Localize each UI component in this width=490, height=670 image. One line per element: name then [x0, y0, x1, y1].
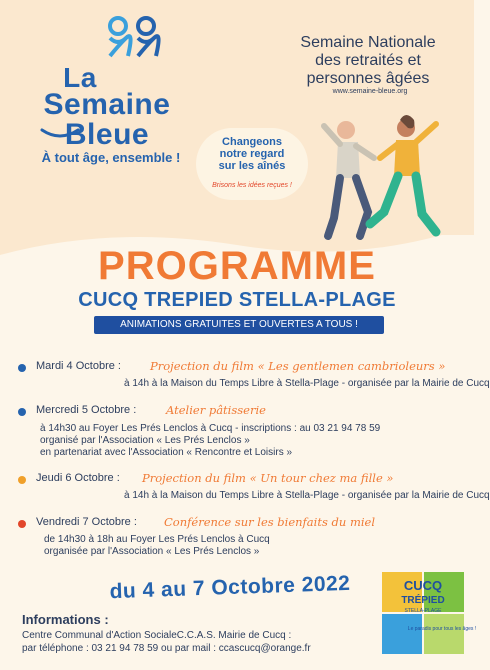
logo-smile-icon — [40, 128, 80, 140]
event-detail: à 14h à la Maison du Temps Libre à Stella-Plage - organisée par la Mairie de Cucq — [124, 378, 490, 389]
event-day: Vendredi 7 Octobre : — [36, 516, 137, 528]
logo-word-bleue: Bleue — [64, 118, 150, 151]
event-item-friday — [18, 516, 468, 560]
dancing-couple-illustration — [310, 108, 450, 248]
programme-city: CUCQ TREPIED STELLA-PLAGE — [78, 289, 396, 311]
slogan-line: sur les aînés — [218, 160, 286, 172]
event-day: Mardi 4 Octobre : — [36, 360, 121, 372]
slogan-subtitle: Brisons les idées reçues ! — [212, 182, 292, 189]
event-item-thursday — [18, 471, 490, 502]
event-detail: organisé par l'Association « Les Prés Lenclos » — [40, 435, 250, 446]
programme-title: PROGRAMME — [98, 244, 376, 288]
event-activity: Atelier pâtisserie — [166, 403, 266, 417]
event-title — [270, 34, 466, 88]
info-title: Informations : — [22, 612, 109, 627]
event-activity: Projection du film « Un tour chez ma fille » — [142, 471, 394, 485]
badge-caption: Le paradis pour tous les âges ! — [407, 626, 477, 632]
bullet-dot-icon — [18, 520, 26, 528]
event-item-wednesday — [18, 404, 468, 464]
logo-word-semaine: Semaine — [43, 88, 171, 121]
badge-line: STELLA-PLAGE — [404, 608, 442, 614]
bullet-dot-icon — [18, 408, 26, 416]
event-detail: à 14h30 au Foyer Les Prés Lenclos à Cucq - inscriptions : au 03 21 94 78 59 — [40, 423, 381, 434]
bullet-dot-icon — [18, 476, 26, 484]
badge-line: TRÉPIED — [401, 595, 445, 606]
event-detail: de 14h30 à 18h au Foyer Les Prés Lenclos à Cucq — [44, 534, 270, 545]
bullet-dot-icon — [18, 364, 26, 372]
cucq-trepied-stella-badge — [380, 570, 477, 656]
free-activities-banner: ANIMATIONS GRATUITES ET OUVERTES A TOUS ! — [94, 316, 384, 334]
slogan-line: Changeons — [222, 136, 282, 148]
info-line: Centre Communal d'Action SocialeC.C.A.S. Mairie de Cucq : — [22, 630, 292, 641]
info-contact[interactable]: par téléphone : 03 21 94 78 59 ou par mail : ccascucq@orange.fr — [22, 643, 311, 654]
event-day: Mercredi 5 Octobre : — [36, 404, 137, 416]
badge-line: CUCQ — [403, 578, 443, 593]
event-activity: Conférence sur les bienfaits du miel — [164, 515, 376, 529]
slogan — [196, 136, 308, 172]
event-activity: Projection du film « Les gentlemen cambrioleurs » — [150, 359, 446, 373]
event-detail: organisée par l'Association « Les Prés Lenclos » — [44, 546, 260, 557]
event-day: Jeudi 6 Octobre : — [36, 472, 120, 484]
event-title-line: personnes âgées — [306, 70, 430, 87]
logo-word-la: La — [63, 62, 97, 93]
event-title-line: des retraités et — [315, 52, 421, 69]
logo-figures-icon — [98, 16, 168, 66]
slogan-line: notre regard — [219, 148, 285, 160]
event-title-line: Semaine Nationale — [300, 34, 436, 51]
event-dates: du 4 au 7 Octobre 2022 — [109, 571, 351, 604]
website-link[interactable]: www.semaine-bleue.org — [332, 88, 408, 95]
logo-tagline: À tout âge, ensemble ! — [41, 150, 181, 165]
event-item-tuesday — [18, 359, 490, 390]
event-detail: à 14h à la Maison du Temps Libre à Stella-Plage - organisée par la Mairie de Cucq — [124, 490, 490, 501]
event-detail: en partenariat avec l'Association « Rencontre et Loisirs » — [40, 447, 293, 458]
